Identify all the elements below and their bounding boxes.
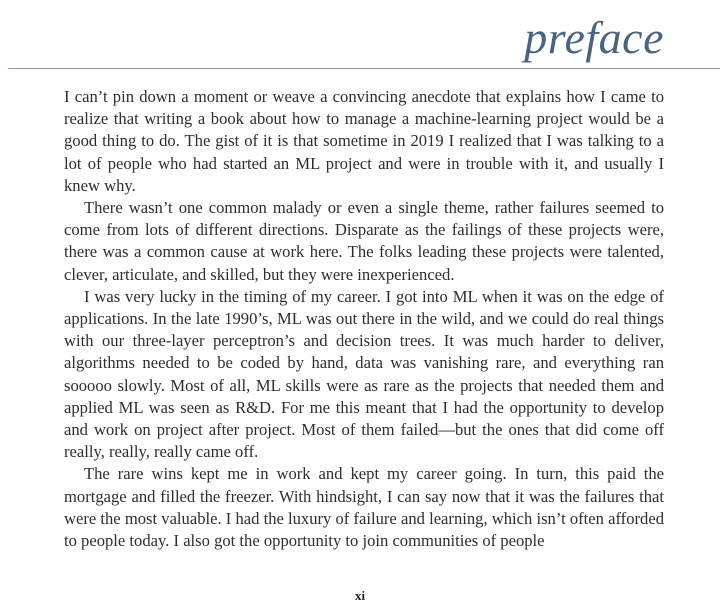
header-rule — [8, 68, 720, 69]
paragraph: The rare wins kept me in work and kept my career going. In turn, this paid the mortgage and filled the freezer. With hindsight, I can say now that it was the failures that were the most valuable. I had the luxury of failure and learning, which isn’t often afforded to people today. I also got the opportunity to join communities of people — [64, 464, 664, 551]
chapter-title: preface — [524, 12, 664, 63]
body-text — [64, 86, 664, 552]
paragraph: I was very lucky in the timing of my career. I got into ML when it was on the edge of applications. In the late 1990’s, ML was out there in the wild, and we could do real things with our three-layer perceptron’s and decision trees. It was much harder to deliver, algorithms needed to be coded by hand, data was vanishing rare, and everything ran sooooo slowly. Most of all, ML skills were as rare as the projects that needed them and applied ML was seen as R&D. For me this meant that I had the opportunity to develop and work on project after project. Most of them failed—but the ones that did come off really, really, really came off. — [64, 286, 664, 462]
paragraph: There wasn’t one common malady or even a single theme, rather failures seemed to come from lots of different directions. Disparate as the failings of these projects were, there was a common cause at work here. The folks leading these projects were talented, clever, articulate, and skilled, but they were inexperienced. — [64, 198, 664, 284]
page-number: xi — [354, 588, 366, 603]
paragraph: I can’t pin down a moment or weave a convincing anecdote that explains how I came to realize that writing a book about how to manage a machine-learning project would be a good thing to do. The gist of it is that sometime in 2019 I realized that I was talking to a lot of people who had started an ML project and were in trouble with it, and usually I knew why. — [64, 87, 664, 195]
page-header — [0, 0, 720, 72]
